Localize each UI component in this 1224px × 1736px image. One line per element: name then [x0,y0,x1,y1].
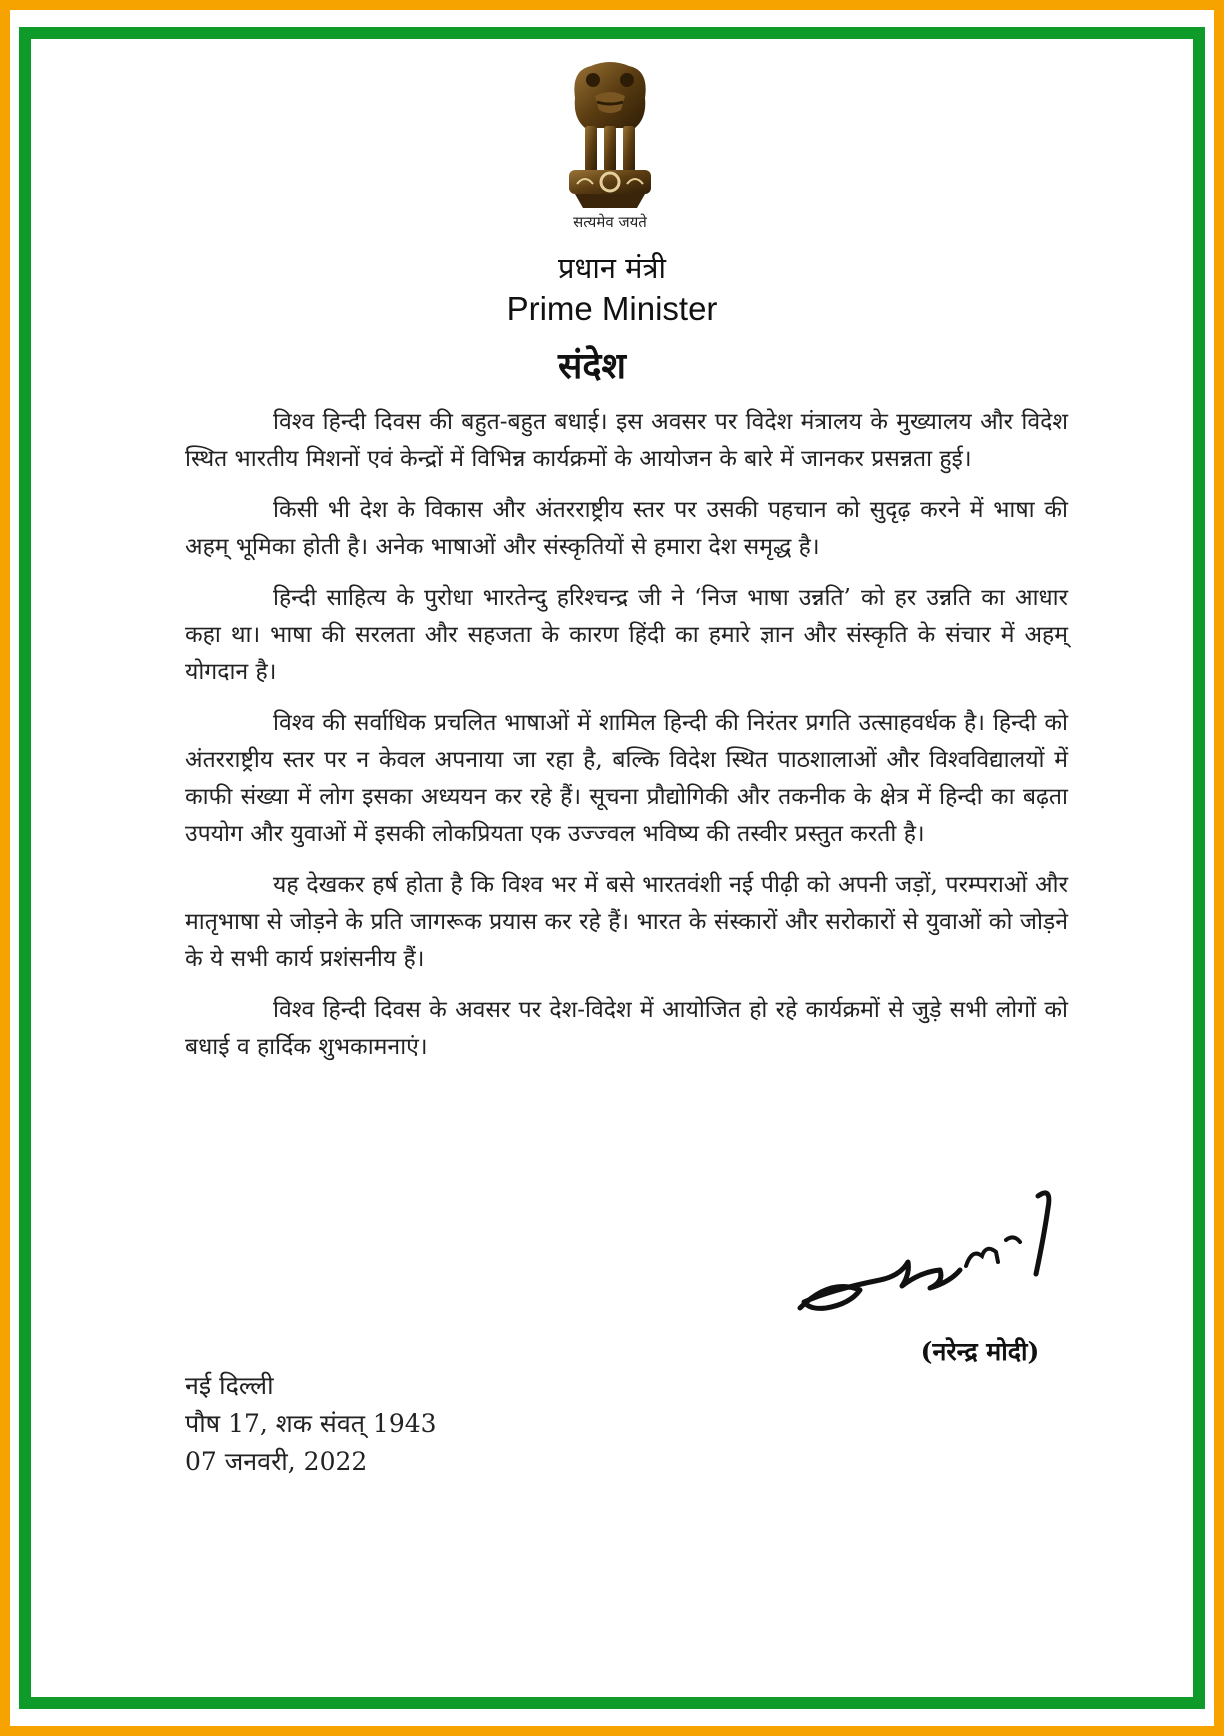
message-heading: संदेश [558,345,626,387]
paragraph: विश्व की सर्वाधिक प्रचलित भाषाओं में शामिल हिन्दी की निरंतर प्रगति उत्साहवर्धक है। हिन्दी को अंतरराष्ट्रीय स्तर पर न केवल अपनाया जा रहा है, बल्कि विदेश स्थित पाठशालाओं और विश्वविद्यालयों में काफी संख्या में लोग इसका अध्ययन कर रहे हैं। सूचना प्रौद्योगिकी और तकनीक के क्षेत्र में हिन्दी का बढ़ता उपयोग और युवाओं में इसकी लोकप्रियता एक उज्ज्वल भविष्य की तस्वीर प्रस्तुत करती है। [185,710,1068,847]
national-emblem-icon [555,58,665,218]
paragraph: विश्व हिन्दी दिवस की बहुत-बहुत बधाई। इस अवसर पर विदेश मंत्रालय के मुख्यालय और विदेश स्थित भारतीय मिशनों एवं केन्द्रों में विभिन्न कार्यक्रमों के आयोजन के बारे में जानकर प्रसन्नता हुई। [185,409,1068,472]
place-and-date [185,1367,585,1481]
office-title-english: Prime Minister [506,290,718,327]
paragraph: यह देखकर हर्ष होता है कि विश्व भर में बसे भारतवंशी नई पीढ़ी को अपनी जड़ों, परम्पराओं और मातृभाषा से जोड़ने के प्रति जागरूक प्रयास कर रहे हैं। भारत के संस्कारों और सरोकारों से युवाओं को जोड़ने के ये सभी कार्य प्रशंसनीय हैं। [185,872,1068,972]
handwritten-signature [790,1178,1080,1328]
signer-name: (नरेन्द्र मोदी) [920,1337,1040,1366]
message-body [185,404,1068,1080]
paragraph: किसी भी देश के विकास और अंतरराष्ट्रीय स्तर पर उसकी पहचान को सुदृढ़ करने में भाषा की अहम् भूमिका होती है। अनेक भाषाओं और संस्कृतियों से हमारा देश समृद्ध है। [185,497,1068,560]
emblem-motto: सत्यमेव जयते [573,213,647,231]
place: नई दिल्ली [185,1371,274,1400]
date-saka: पौष 17, शक संवत् 1943 [185,1409,437,1438]
paragraph: विश्व हिन्दी दिवस के अवसर पर देश-विदेश में आयोजित हो रहे कार्यक्रमों से जुड़े सभी लोगों को बधाई व हार्दिक शुभकामनाएं। [185,997,1068,1060]
office-title-hindi: प्रधान मंत्री [557,251,667,285]
paragraph: हिन्दी साहित्य के पुरोधा भारतेन्दु हरिश्चन्द्र जी ने ‘निज भाषा उन्नति’ को हर उन्नति का आधार कहा था। भाषा की सरलता और सहजता के कारण हिंदी का हमारे ज्ञान और संस्कृति के संचार में अहम् योगदान है। [185,585,1068,685]
date-gregorian: 07 जनवरी, 2022 [185,1447,368,1476]
